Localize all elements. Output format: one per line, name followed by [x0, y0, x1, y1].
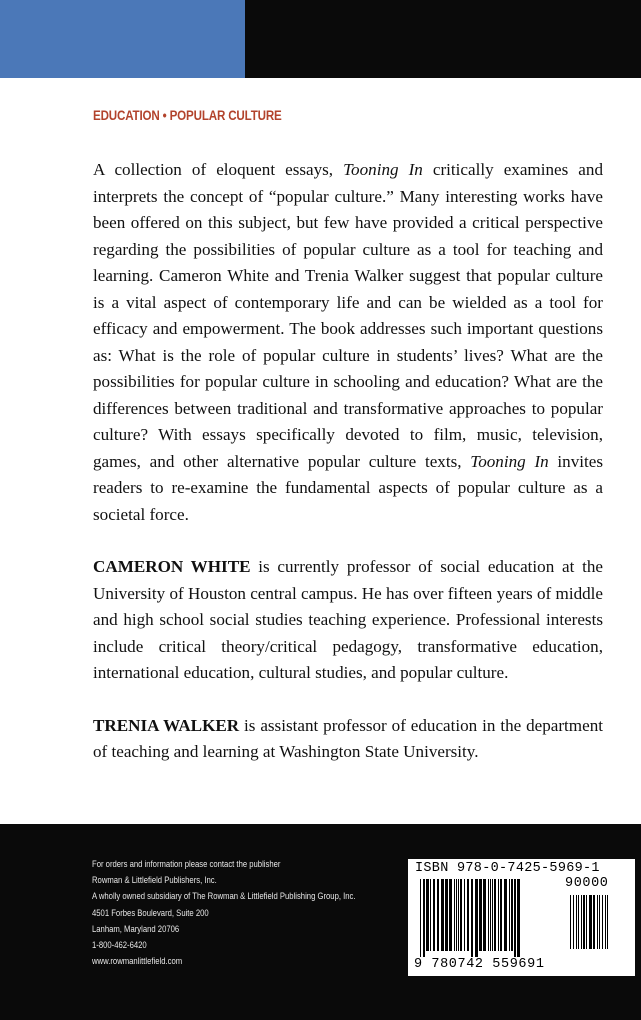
author-name-walker: TRENIA WALKER — [93, 715, 240, 735]
barcode-bar — [599, 895, 600, 949]
barcode-bar — [602, 895, 603, 949]
barcode-bar — [517, 879, 520, 957]
top-black-block — [245, 0, 641, 78]
barcode-bar — [454, 879, 455, 951]
barcode-bar — [593, 895, 595, 949]
publisher-info — [92, 856, 356, 969]
barcode-bar — [471, 879, 473, 957]
barcode-bar — [583, 895, 585, 949]
publisher-line: 1-800-462-6420 — [92, 939, 147, 951]
barcode-bar — [423, 879, 425, 957]
price-addon-bars — [570, 895, 620, 957]
barcode-bar — [449, 879, 452, 951]
author-bio-white — [93, 554, 603, 687]
top-blue-block — [0, 0, 245, 78]
barcode-bar — [605, 895, 606, 949]
description-part-1: A collection of eloquent essays, — [93, 160, 344, 179]
barcode-bar — [430, 879, 431, 951]
description-part-2: critically examines and interprets the concept of “popular culture.” Many interesting works have been offered on this subject, but few have provided a critical perspective regarding the possibilities of popular culture as a tool for teaching and learning. Cameron White and Trenia Walker suggest that popular culture is a vital aspect of contemporary life and can be wielded as a tool for efficacy and empowerment. The book addresses such important questions as: What is the role of popular culture in students’ lives? What are the possibilities for popular culture in schooling and education? What are the differences between traditional and transformative approaches to popular culture? With essays specifically devoted to film, music, television, games, and other alternative popular culture texts, — [93, 160, 603, 471]
isbn-barcode — [408, 859, 635, 976]
barcode-bar — [576, 895, 577, 949]
author-bio-text-walker: is assistant professor of education in the department of teaching and learning at Washington State University. — [93, 715, 603, 761]
barcode-bar — [570, 895, 571, 949]
barcode-bar — [456, 879, 457, 951]
price-code: 90000 — [565, 876, 609, 891]
barcode-bar — [581, 895, 582, 949]
category-label: EDUCATION • POPULAR CULTURE — [93, 108, 282, 123]
barcode-bar — [514, 879, 516, 957]
barcode-bar — [464, 879, 465, 951]
barcode-bar — [433, 879, 435, 951]
barcode-bar — [479, 879, 482, 951]
barcode-bar — [589, 895, 592, 949]
book-title-1: Tooning In — [343, 160, 423, 179]
barcode-bar — [494, 879, 496, 951]
barcode-bar — [511, 879, 513, 951]
publisher-line: Rowman & Littlefield Publishers, Inc. — [92, 874, 217, 886]
book-description — [93, 157, 603, 528]
author-name-white: CAMERON WHITE — [93, 557, 251, 576]
top-color-band — [0, 0, 641, 78]
isbn-number: ISBN 978-0-7425-5969-1 — [415, 861, 600, 876]
barcode-bar — [492, 879, 493, 951]
description-part-3: invites readers to re-examine the fundamental aspects of popular culture as a societal force. — [93, 451, 604, 524]
barcode-bar — [488, 879, 489, 951]
barcode-bar — [467, 879, 469, 951]
ean-digits: 9 780742 559691 — [414, 957, 545, 972]
ean-barcode-bars — [420, 879, 560, 959]
barcode-bar — [483, 879, 486, 951]
barcode-bar — [573, 895, 574, 949]
barcode-bar — [578, 895, 579, 949]
barcode-bar — [445, 879, 448, 951]
barcode-bar — [504, 879, 507, 951]
book-title-2: Tooning In — [470, 451, 549, 471]
barcode-bar — [426, 879, 429, 951]
barcode-bar — [441, 879, 444, 951]
publisher-line: For orders and information please contact the publisher — [92, 858, 281, 869]
barcode-bar — [460, 879, 462, 951]
back-cover-text — [93, 157, 603, 766]
author-bio-text-white: is currently professor of social education at the University of Houston central campus. He has over fifteen years of middle and high school social studies teaching experience. Professional interests include critical theory/critical pedagogy, transformative education, international education, cultural studies, and popular culture. — [93, 557, 603, 682]
barcode-bar — [437, 879, 439, 951]
author-bio-walker — [93, 713, 603, 766]
publisher-line: 4501 Forbes Boulevard, Suite 200 — [92, 906, 209, 918]
publisher-website: www.rowmanlittlefield.com — [92, 955, 183, 967]
barcode-bar — [490, 879, 491, 951]
barcode-bar — [607, 895, 608, 949]
barcode-bar — [420, 879, 421, 957]
publisher-line: Lanham, Maryland 20706 — [92, 922, 180, 934]
publisher-line: A wholly owned subsidiary of The Rowman & Littlefield Publishing Group, Inc. — [92, 890, 356, 902]
barcode-bar — [458, 879, 459, 951]
barcode-bar — [586, 895, 587, 949]
barcode-bar — [475, 879, 478, 957]
barcode-bar — [597, 895, 598, 949]
barcode-bar — [500, 879, 502, 951]
barcode-bar — [509, 879, 510, 951]
barcode-bar — [498, 879, 499, 951]
